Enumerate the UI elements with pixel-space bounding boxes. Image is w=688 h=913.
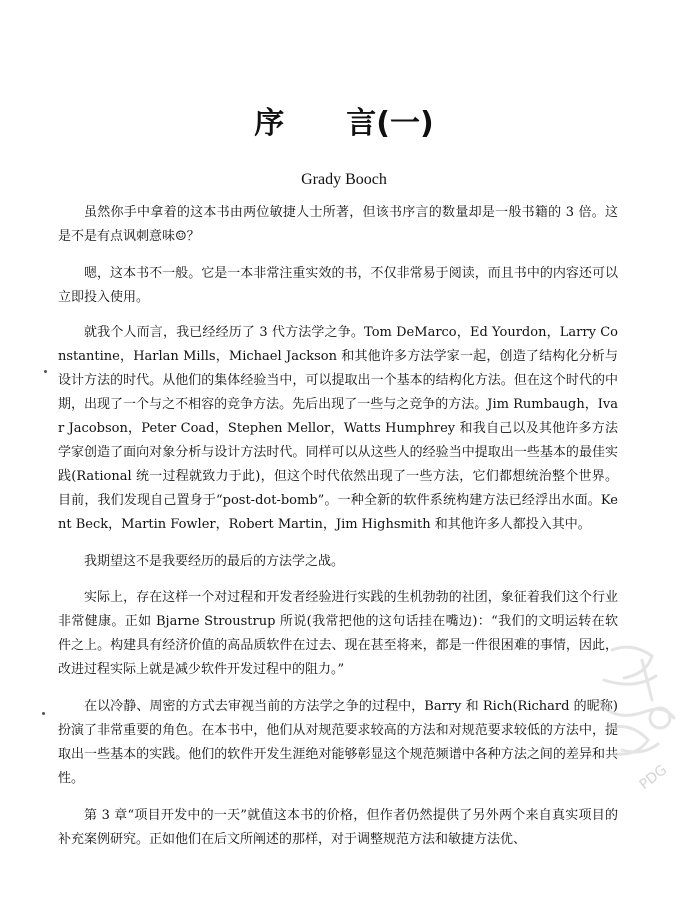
title-part-1: 序 [254,106,285,141]
scan-speck [42,712,45,715]
title-part-2: 言(一) [346,106,434,141]
paragraph-5: 实际上，存在这样一个对过程和开发者经验进行实践的生机勃勃的社团，象征着我们这个行业非常健康。正如 Bjarne Stroustrup 所说(我常把他的这句话挂在嘴边)：“我们的文明运转在软件之上。构建具有经济价值的高品质软件在过去、现在甚至将来，都是一件很困难的事情，因此，改进过程实际上就是减少软件开发过程中的阻力。” [58,590,618,677]
paragraph-7: 第 3 章“项目开发中的一天”就值这本书的价格，但作者仍然提供了另外两个来自真实项目的补充案例研究。正如他们在后文所阐述的那样，对于调整规范方法和敏捷方法优、 [58,808,618,847]
scan-speck [44,370,47,373]
author-name: Grady Booch [301,171,387,188]
watermark-text: PDG [636,762,671,794]
paragraph-1: 虽然你手中拿着的这本书由两位敏捷人士所著，但该书序言的数量却是一般书籍的 3 倍。这是不是有点讽刺意味☺？ [58,205,618,244]
paragraph-2: 嗯，这本书不一般。它是一本非常注重实效的书，不仅非常易于阅读，而且书中的内容还可以立即投入使用。 [58,266,618,305]
paragraph-3: 就我个人而言，我已经经历了 3 代方法学之争。Tom DeMarco，Ed Yourdon，Larry Constantine，Harlan Mills，Michael Jackson 和其他许多方法学家一起，创造了结构化分析与设计方法的时代。从他们的集体经验当中，可以提取出一个基本的结构化方法。但在这个时代的中期，出现了一个与之不相容的竞争方法。先后出现了一些与之竞争的方法。Jim Rumbaugh，Ivar Jacobson，Peter Coad，Stephen Mellor，Watts Humphrey 和我自己以及其他许多方法学家创造了面向对象分析与设计方法时代。同样可以从这些人的经验当中提取出一些基本的最佳实践(Rational 统一过程就致力于此)，但这个时代依然出现了一些方法，它们都想统治整个世界。目前，我们发现自己置身于“post-dot-bomb”。一种全新的软件系统构建方法已经浮出水面。Kent Beck，Martin Fowler，Robert Martin，Jim Highsmith 和其他许多人都投入其中。 [58,325,618,532]
paragraph-6: 在以冷静、周密的方式去审视当前的方法学之争的过程中，Barry 和 Rich(Richard 的昵称)扮演了非常重要的角色。在本书中，他们从对规范要求较高的方法和对规范要求较低的方法中，提取出一些基本的实践。他们的软件开发生涯绝对能够彰显这个规范频谱中各种方法之间的差异和共性。 [58,699,618,786]
paragraph-4: 我期望这不是我要经历的最后的方法学之战。 [84,554,345,569]
page-title [0,104,688,144]
preface-body [58,201,618,865]
